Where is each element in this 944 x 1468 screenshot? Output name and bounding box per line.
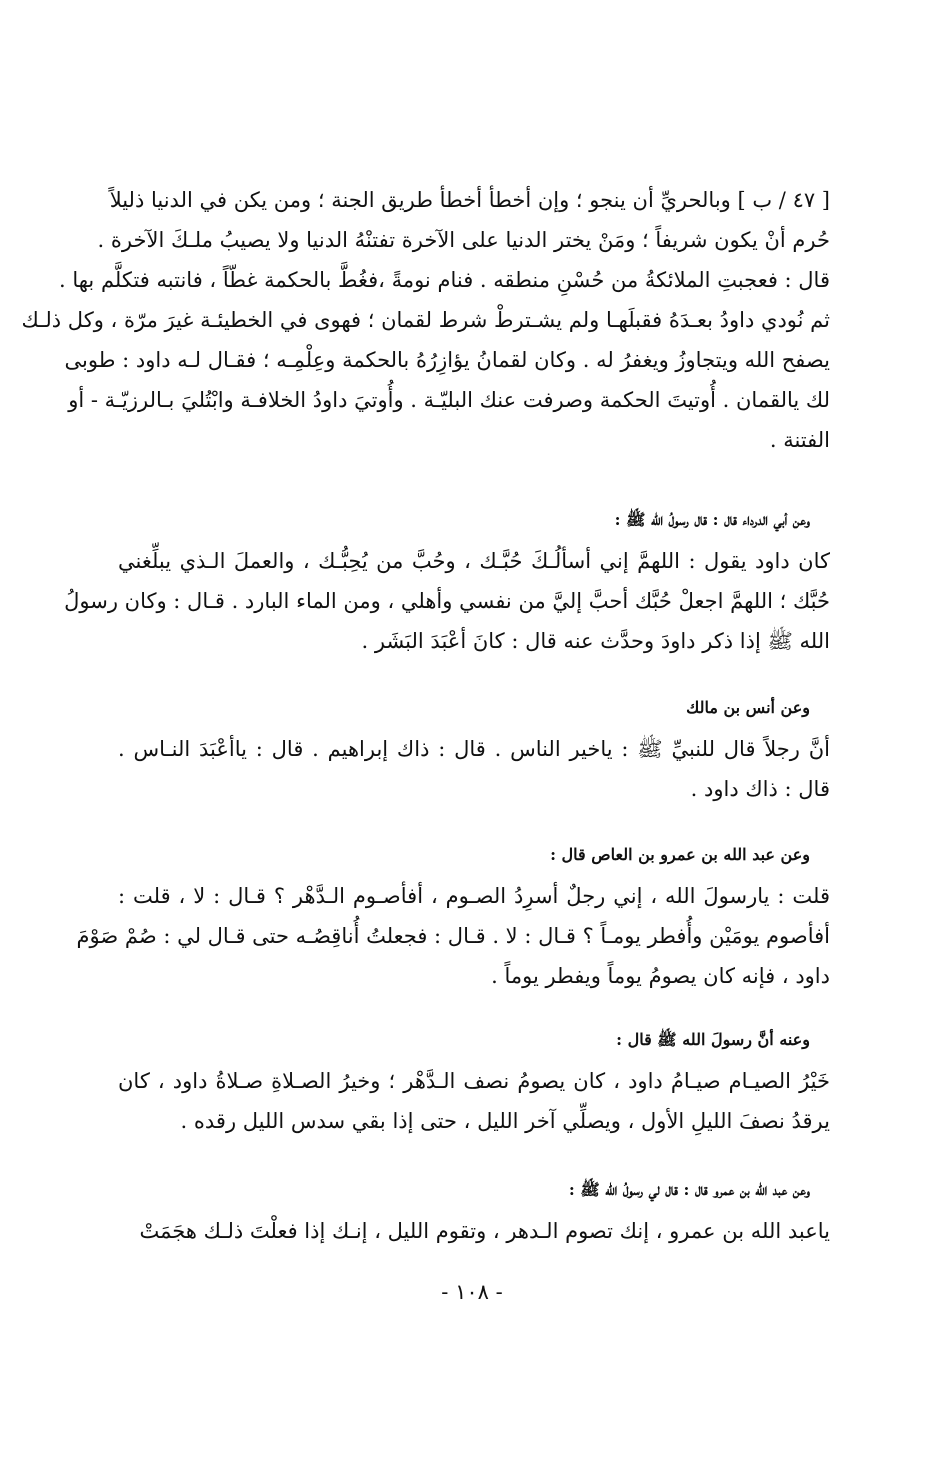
text-line: [ ٤٧ / ب ] وبالحريِّ أن ينجو ؛ وإن أخطأ أخطأ طريق الجنة ؛ ومن يكن في الدنيا ذليلاً — [109, 188, 830, 212]
text-line: خَيْرُ الصيـام صيـامُ داود ، كان يصومُ نصف الـدَّهْر ؛ وخيرُ الصـلاةِ صـلاةُ داود ، كان — [118, 1069, 830, 1093]
text-line: حُرم أنْ يكون شريفاً ؛ ومَنْ يختر الدنيا على الآخرة تفتنْهُ الدنيا ولا يصيبُ ملـكَ الآخرة . — [97, 228, 830, 252]
hadith-heading: وعن أنس بن مالك — [686, 698, 810, 717]
text-line: أنَّ رجلاً قال للنبيِّ ﷺ : ياخير الناس . قال : ذاك إبراهيم . قال : ياأعْبَدَ النـاس . — [118, 737, 830, 761]
text-line: ياعبد الله بن عمرو ، إنك تصوم الـدهر ، وتقوم الليل ، إنـك إذا فعلْتَ ذلـك هجَمَتْ — [139, 1219, 830, 1243]
hadith-heading: وعن عبد الله بن عمرو بن العاص قال : — [550, 845, 810, 864]
text-line: داود ، فإنه كان يصومُ يوماً ويفطر يوماً . — [491, 964, 830, 988]
text-line: حُبَّك ؛ اللهمَّ اجعلْ حُبَّك أحبَّ إليَّ من نفسي وأهلي ، ومن الماء البارد . قـال : وكان رسولُ — [64, 589, 830, 613]
text-line: لك يالقمان . أُوتيتَ الحكمة وصرفت عنك البليّـة . وأُوتيَ داودُ الخلافـة وابْتُليَ بـالرزيّـة - أو — [68, 388, 830, 412]
text-line: قال : فعجبتِ الملائكةُ من حُسْنِ منطقه . فنام نومةً ،فغُطَّ بالحكمة غطّاً ، فانتبه فتكلَّم بها . — [59, 268, 830, 292]
page-number: - ١٠٨ - — [441, 1280, 503, 1304]
hadith-section-4 — [76, 840, 830, 996]
text-line: أفأصوم يومَيْن وأُفطر يومـاً ؟ قـال : لا . قـال : فجعلتُ أُناقِصُـه حتى قـال لي : صُمْ صَوْمَ — [76, 924, 830, 948]
text-line: قلت : يارسولَ الله ، إني رجلٌ أسرِدُ الصـوم ، أفأصـوم الـدَّهْر ؟ قـال : لا ، قلت : — [118, 884, 830, 908]
text-line: كان داود يقول : اللهمَّ إني أسألُـكَ حُبَّـك ، وحُبَّ من يُحِبُّـك ، والعملَ الـذي يبلِّغني — [118, 549, 830, 573]
hadith-section-3 — [118, 693, 830, 809]
text-line: قال : ذاك داود . — [690, 777, 830, 801]
paragraph-section-1 — [21, 180, 830, 460]
hadith-heading: وعن عبد الله بن عمرو قال : قال لي رسولُ الله ﷺ : — [568, 1180, 810, 1199]
hadith-section-6 — [118, 1175, 830, 1251]
hadith-heading: وعنه أنَّ رسولَ الله ﷺ قال : — [616, 1030, 810, 1049]
text-line: ثم نُودي داودُ بعـدَهُ فقبلَهـا ولم يشـترطْ شرط لقمان ؛ فهوى في الخطيئـة غيرَ مرّة ، وكل ذلـك — [21, 308, 830, 332]
text-line: الفتنة . — [769, 428, 830, 452]
text-line: يرقدُ نصفَ الليلِ الأول ، ويصلِّي آخر الليل ، حتى إذا بقي سدس الليل رقده . — [180, 1109, 830, 1133]
hadith-heading: وعن أبي الدرداء قال : قال رسولُ الله ﷺ : — [614, 510, 810, 529]
hadith-section-5 — [118, 1025, 830, 1141]
text-line: الله ﷺ إذا ذكر داودَ وحدَّث عنه قال : كانَ أعْبَدَ البَشَر . — [361, 629, 830, 653]
text-line: يصفح الله ويتجاوزُ ويغفرُ له . وكان لقمانُ يؤازِرُهُ بالحكمة وعِلْمِـه ؛ فقـال لـه داود : طوبى — [64, 348, 830, 372]
hadith-section-2 — [64, 505, 830, 661]
